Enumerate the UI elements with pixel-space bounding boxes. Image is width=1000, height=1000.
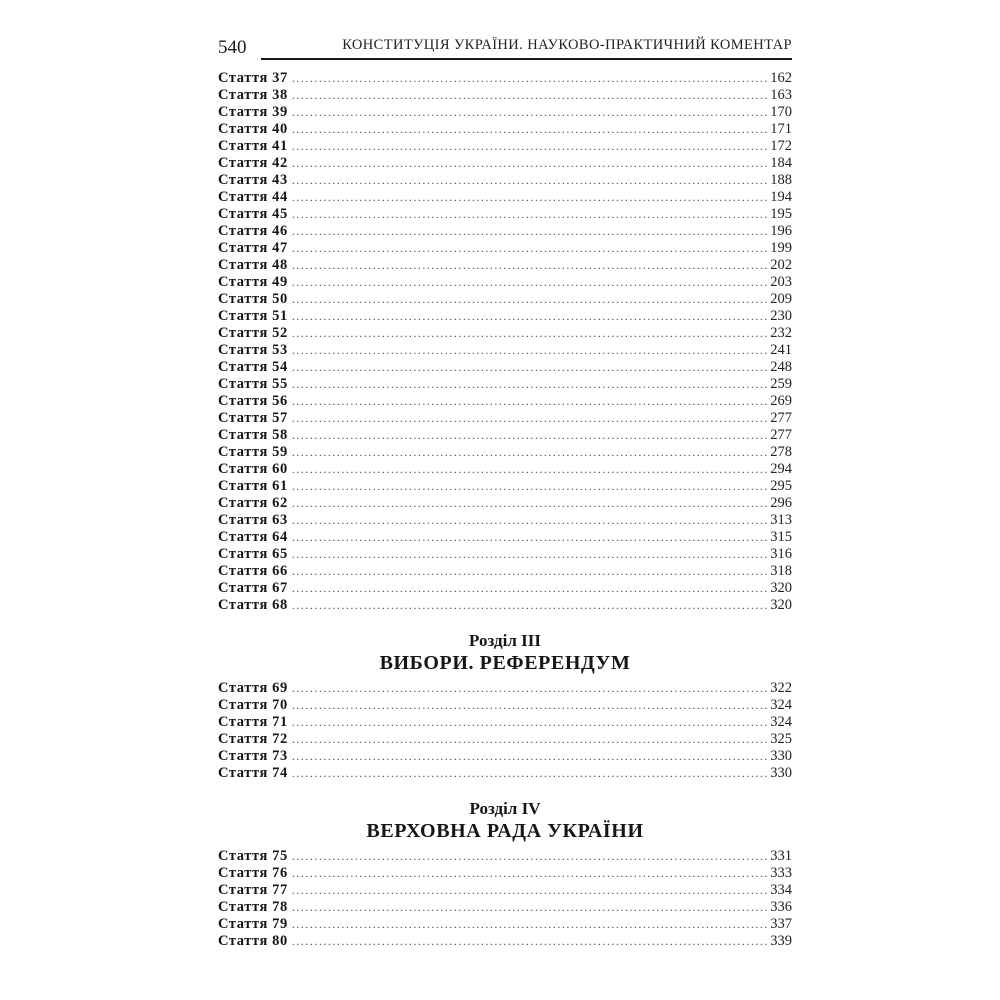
dot-leader	[292, 529, 768, 546]
toc-entry	[218, 410, 792, 427]
entry-page: 320	[770, 580, 792, 596]
dot-leader	[292, 121, 768, 138]
entry-label: Стаття 75	[218, 848, 288, 864]
dot-leader	[292, 882, 768, 899]
entry-page: 172	[770, 138, 792, 154]
entry-page: 209	[770, 291, 792, 307]
section-heading	[218, 630, 792, 674]
dot-leader	[292, 765, 768, 782]
toc-entry	[218, 308, 792, 325]
dot-leader	[292, 495, 768, 512]
entry-label: Стаття 65	[218, 546, 288, 562]
section-kicker: Розділ III	[469, 631, 541, 650]
entry-page: 333	[770, 865, 792, 881]
entry-label: Стаття 78	[218, 899, 288, 915]
toc-entry	[218, 512, 792, 529]
entry-label: Стаття 72	[218, 731, 288, 747]
dot-leader	[292, 359, 768, 376]
toc-entry	[218, 138, 792, 155]
entry-page: 295	[770, 478, 792, 494]
toc-section	[218, 798, 792, 950]
entry-page: 324	[770, 714, 792, 730]
entry-page: 324	[770, 697, 792, 713]
entry-page: 325	[770, 731, 792, 747]
entry-label: Стаття 56	[218, 393, 288, 409]
dot-leader	[292, 189, 768, 206]
dot-leader	[292, 461, 768, 478]
entry-label: Стаття 48	[218, 257, 288, 273]
toc-entry	[218, 206, 792, 223]
dot-leader	[292, 393, 768, 410]
entry-label: Стаття 42	[218, 155, 288, 171]
entry-page: 196	[770, 223, 792, 239]
toc-entry	[218, 714, 792, 731]
entry-label: Стаття 76	[218, 865, 288, 881]
dot-leader	[292, 848, 768, 865]
entry-label: Стаття 71	[218, 714, 288, 730]
toc-entry	[218, 257, 792, 274]
toc-entry	[218, 325, 792, 342]
dot-leader	[292, 138, 768, 155]
dot-leader	[292, 731, 768, 748]
toc-section	[218, 630, 792, 782]
entry-label: Стаття 74	[218, 765, 288, 781]
entry-page: 334	[770, 882, 792, 898]
entry-page: 170	[770, 104, 792, 120]
entry-page: 277	[770, 427, 792, 443]
dot-leader	[292, 512, 768, 529]
toc-entry	[218, 899, 792, 916]
entry-label: Стаття 80	[218, 933, 288, 949]
dot-leader	[292, 580, 768, 597]
entry-page: 313	[770, 512, 792, 528]
toc-entry	[218, 240, 792, 257]
dot-leader	[292, 427, 768, 444]
entry-label: Стаття 64	[218, 529, 288, 545]
entry-label: Стаття 73	[218, 748, 288, 764]
entry-page: 318	[770, 563, 792, 579]
dot-leader	[292, 206, 768, 223]
toc-entry	[218, 697, 792, 714]
entry-label: Стаття 77	[218, 882, 288, 898]
entry-label: Стаття 51	[218, 308, 288, 324]
entry-label: Стаття 55	[218, 376, 288, 392]
entry-label: Стаття 69	[218, 680, 288, 696]
entry-page: 277	[770, 410, 792, 426]
toc-entry	[218, 916, 792, 933]
toc-entry	[218, 87, 792, 104]
dot-leader	[292, 223, 768, 240]
entry-label: Стаття 59	[218, 444, 288, 460]
dot-leader	[292, 240, 768, 257]
entry-label: Стаття 67	[218, 580, 288, 596]
entry-label: Стаття 52	[218, 325, 288, 341]
dot-leader	[292, 714, 768, 731]
dot-leader	[292, 274, 768, 291]
entry-page: 337	[770, 916, 792, 932]
entry-label: Стаття 66	[218, 563, 288, 579]
toc-entry	[218, 121, 792, 138]
page-number: 540	[218, 37, 247, 58]
toc-entry	[218, 882, 792, 899]
entry-page: 162	[770, 70, 792, 86]
entry-page: 184	[770, 155, 792, 171]
entry-label: Стаття 79	[218, 916, 288, 932]
toc-entry	[218, 274, 792, 291]
entry-label: Стаття 41	[218, 138, 288, 154]
toc-entry	[218, 546, 792, 563]
toc-entry	[218, 70, 792, 87]
toc-entry	[218, 848, 792, 865]
toc-entry	[218, 444, 792, 461]
dot-leader	[292, 291, 768, 308]
entry-page: 331	[770, 848, 792, 864]
toc-entry	[218, 563, 792, 580]
dot-leader	[292, 680, 768, 697]
toc-entry	[218, 478, 792, 495]
entry-label: Стаття 58	[218, 427, 288, 443]
toc-entry	[218, 291, 792, 308]
dot-leader	[292, 325, 768, 342]
entry-page: 188	[770, 172, 792, 188]
running-title: КОНСТИТУЦІЯ УКРАЇНИ. НАУКОВО-ПРАКТИЧНИЙ КОМЕНТАР	[342, 37, 792, 53]
entry-page: 230	[770, 308, 792, 324]
dot-leader	[292, 308, 768, 325]
entry-page: 278	[770, 444, 792, 460]
dot-leader	[292, 697, 768, 714]
dot-leader	[292, 478, 768, 495]
entry-page: 316	[770, 546, 792, 562]
toc-entry	[218, 393, 792, 410]
entry-label: Стаття 43	[218, 172, 288, 188]
toc-entry	[218, 748, 792, 765]
entry-page: 336	[770, 899, 792, 915]
toc-entry	[218, 680, 792, 697]
dot-leader	[292, 155, 768, 172]
page-header	[218, 36, 792, 60]
entry-label: Стаття 68	[218, 597, 288, 613]
running-title-rule	[261, 36, 793, 60]
entry-page: 320	[770, 597, 792, 613]
dot-leader	[292, 546, 768, 563]
dot-leader	[292, 342, 768, 359]
dot-leader	[292, 933, 768, 950]
toc-entry	[218, 155, 792, 172]
toc-section	[218, 70, 792, 614]
dot-leader	[292, 748, 768, 765]
toc-entry	[218, 933, 792, 950]
entry-page: 199	[770, 240, 792, 256]
section-title: ВЕРХОВНА РАДА УКРАЇНИ	[366, 820, 644, 842]
entry-page: 203	[770, 274, 792, 290]
entry-page: 322	[770, 680, 792, 696]
dot-leader	[292, 444, 768, 461]
entry-label: Стаття 62	[218, 495, 288, 511]
toc-entry	[218, 342, 792, 359]
entry-page: 171	[770, 121, 792, 137]
dot-leader	[292, 916, 768, 933]
dot-leader	[292, 376, 768, 393]
entry-page: 296	[770, 495, 792, 511]
entry-page: 269	[770, 393, 792, 409]
entry-page: 259	[770, 376, 792, 392]
section-kicker: Розділ IV	[469, 799, 541, 818]
dot-leader	[292, 563, 768, 580]
entry-label: Стаття 45	[218, 206, 288, 222]
toc-entry	[218, 104, 792, 121]
entry-label: Стаття 49	[218, 274, 288, 290]
toc-entry	[218, 580, 792, 597]
entry-label: Стаття 61	[218, 478, 288, 494]
section-heading	[218, 798, 792, 842]
toc-entry	[218, 172, 792, 189]
entry-label: Стаття 57	[218, 410, 288, 426]
toc-entry	[218, 223, 792, 240]
entry-page: 330	[770, 748, 792, 764]
toc-entry	[218, 765, 792, 782]
section-title: ВИБОРИ. РЕФЕРЕНДУМ	[379, 652, 631, 674]
entry-label: Стаття 70	[218, 697, 288, 713]
entry-page: 294	[770, 461, 792, 477]
dot-leader	[292, 410, 768, 427]
entry-label: Стаття 46	[218, 223, 288, 239]
entry-page: 339	[770, 933, 792, 949]
entry-label: Стаття 54	[218, 359, 288, 375]
entry-label: Стаття 38	[218, 87, 288, 103]
entry-page: 248	[770, 359, 792, 375]
entry-label: Стаття 50	[218, 291, 288, 307]
entry-label: Стаття 39	[218, 104, 288, 120]
entry-label: Стаття 40	[218, 121, 288, 137]
dot-leader	[292, 257, 768, 274]
dot-leader	[292, 87, 768, 104]
dot-leader	[292, 172, 768, 189]
entry-page: 163	[770, 87, 792, 103]
toc-entry	[218, 731, 792, 748]
entry-page: 194	[770, 189, 792, 205]
entry-page: 315	[770, 529, 792, 545]
entry-label: Стаття 60	[218, 461, 288, 477]
dot-leader	[292, 899, 768, 916]
dot-leader	[292, 104, 768, 121]
entry-label: Стаття 37	[218, 70, 288, 86]
toc-entry	[218, 461, 792, 478]
toc-entry	[218, 376, 792, 393]
entry-label: Стаття 63	[218, 512, 288, 528]
entry-label: Стаття 47	[218, 240, 288, 256]
toc-entry	[218, 529, 792, 546]
toc-entry	[218, 427, 792, 444]
toc-entry	[218, 597, 792, 614]
entry-page: 195	[770, 206, 792, 222]
entry-page: 202	[770, 257, 792, 273]
dot-leader	[292, 70, 768, 87]
toc-entry	[218, 865, 792, 882]
entry-page: 241	[770, 342, 792, 358]
entry-page: 232	[770, 325, 792, 341]
toc-entry	[218, 359, 792, 376]
entry-page: 330	[770, 765, 792, 781]
entry-label: Стаття 44	[218, 189, 288, 205]
table-of-contents	[218, 70, 792, 950]
entry-label: Стаття 53	[218, 342, 288, 358]
toc-entry	[218, 495, 792, 512]
dot-leader	[292, 865, 768, 882]
toc-entry	[218, 189, 792, 206]
dot-leader	[292, 597, 768, 614]
